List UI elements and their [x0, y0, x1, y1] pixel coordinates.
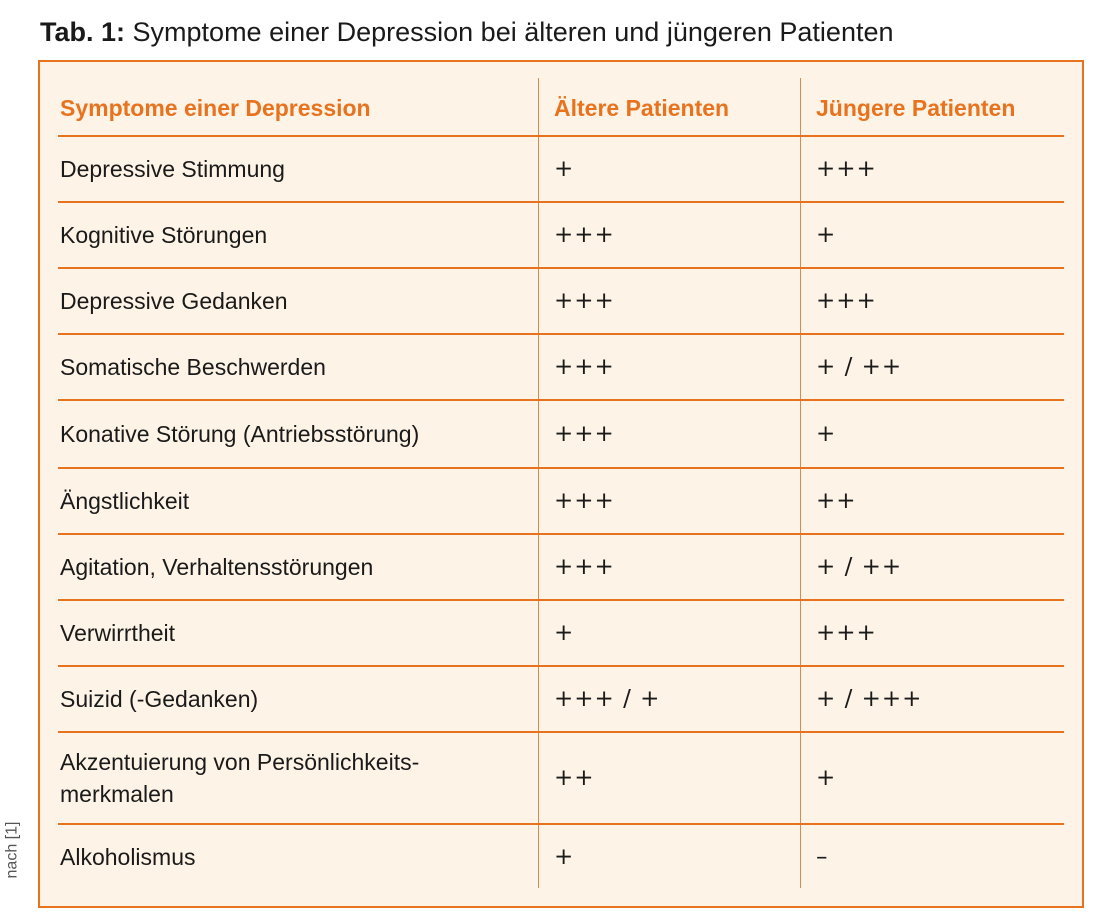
- older-value-cell: +++: [554, 554, 615, 580]
- younger-value-cell: –: [816, 844, 829, 870]
- younger-value-cell: +++: [816, 156, 877, 182]
- younger-value-cell: +: [816, 421, 837, 447]
- older-value-cell: +++ / +: [554, 686, 661, 712]
- older-value-cell: +++: [554, 488, 615, 514]
- older-value-cell: +++: [554, 222, 615, 248]
- symptom-cell: Akzentuierung von Persönlichkeits- merkmalen: [60, 749, 420, 807]
- symptom-cell: Kognitive Störungen: [60, 222, 268, 248]
- symptom-cell: Verwirrtheit: [60, 620, 176, 646]
- older-value-cell: +++: [554, 421, 615, 447]
- header-younger-patients: Jüngere Patienten: [816, 95, 1016, 121]
- table-caption: [40, 12, 894, 52]
- header-symptom: Symptome einer Depression: [60, 95, 371, 121]
- younger-value-cell: +++: [816, 288, 877, 314]
- younger-value-cell: +++: [816, 620, 877, 646]
- caption-label: Tab. 1:: [40, 17, 126, 47]
- header-older-patients: Ältere Patienten: [554, 95, 730, 121]
- caption-text: Symptome einer Depression bei älteren und jüngeren Patienten: [132, 17, 894, 47]
- symptom-cell: Alkoholismus: [60, 844, 196, 870]
- symptom-cell: Konative Störung (Antriebsstörung): [60, 421, 420, 447]
- older-value-cell: +: [554, 844, 575, 870]
- younger-value-cell: + / ++: [816, 354, 903, 380]
- younger-value-cell: +: [816, 765, 837, 791]
- symptom-cell: Suizid (-Gedanken): [60, 686, 259, 712]
- symptom-cell: Agitation, Verhaltensstörungen: [60, 554, 374, 580]
- symptom-cell: Depressive Stimmung: [60, 156, 285, 182]
- younger-value-cell: + / ++: [816, 554, 903, 580]
- younger-value-cell: ++: [816, 488, 857, 514]
- column-divider: [800, 78, 801, 888]
- source-note-text: nach [1]: [3, 821, 20, 879]
- older-value-cell: +++: [554, 288, 615, 314]
- symptom-cell: Somatische Beschwerden: [60, 354, 326, 380]
- symptom-cell: Ängstlichkeit: [60, 488, 190, 514]
- younger-value-cell: + / +++: [816, 686, 923, 712]
- source-note: [0, 790, 24, 910]
- younger-value-cell: +: [816, 222, 837, 248]
- column-divider: [538, 78, 539, 888]
- older-value-cell: ++: [554, 765, 595, 791]
- older-value-cell: +++: [554, 354, 615, 380]
- older-value-cell: +: [554, 620, 575, 646]
- symptom-cell: Depressive Gedanken: [60, 288, 288, 314]
- older-value-cell: +: [554, 156, 575, 182]
